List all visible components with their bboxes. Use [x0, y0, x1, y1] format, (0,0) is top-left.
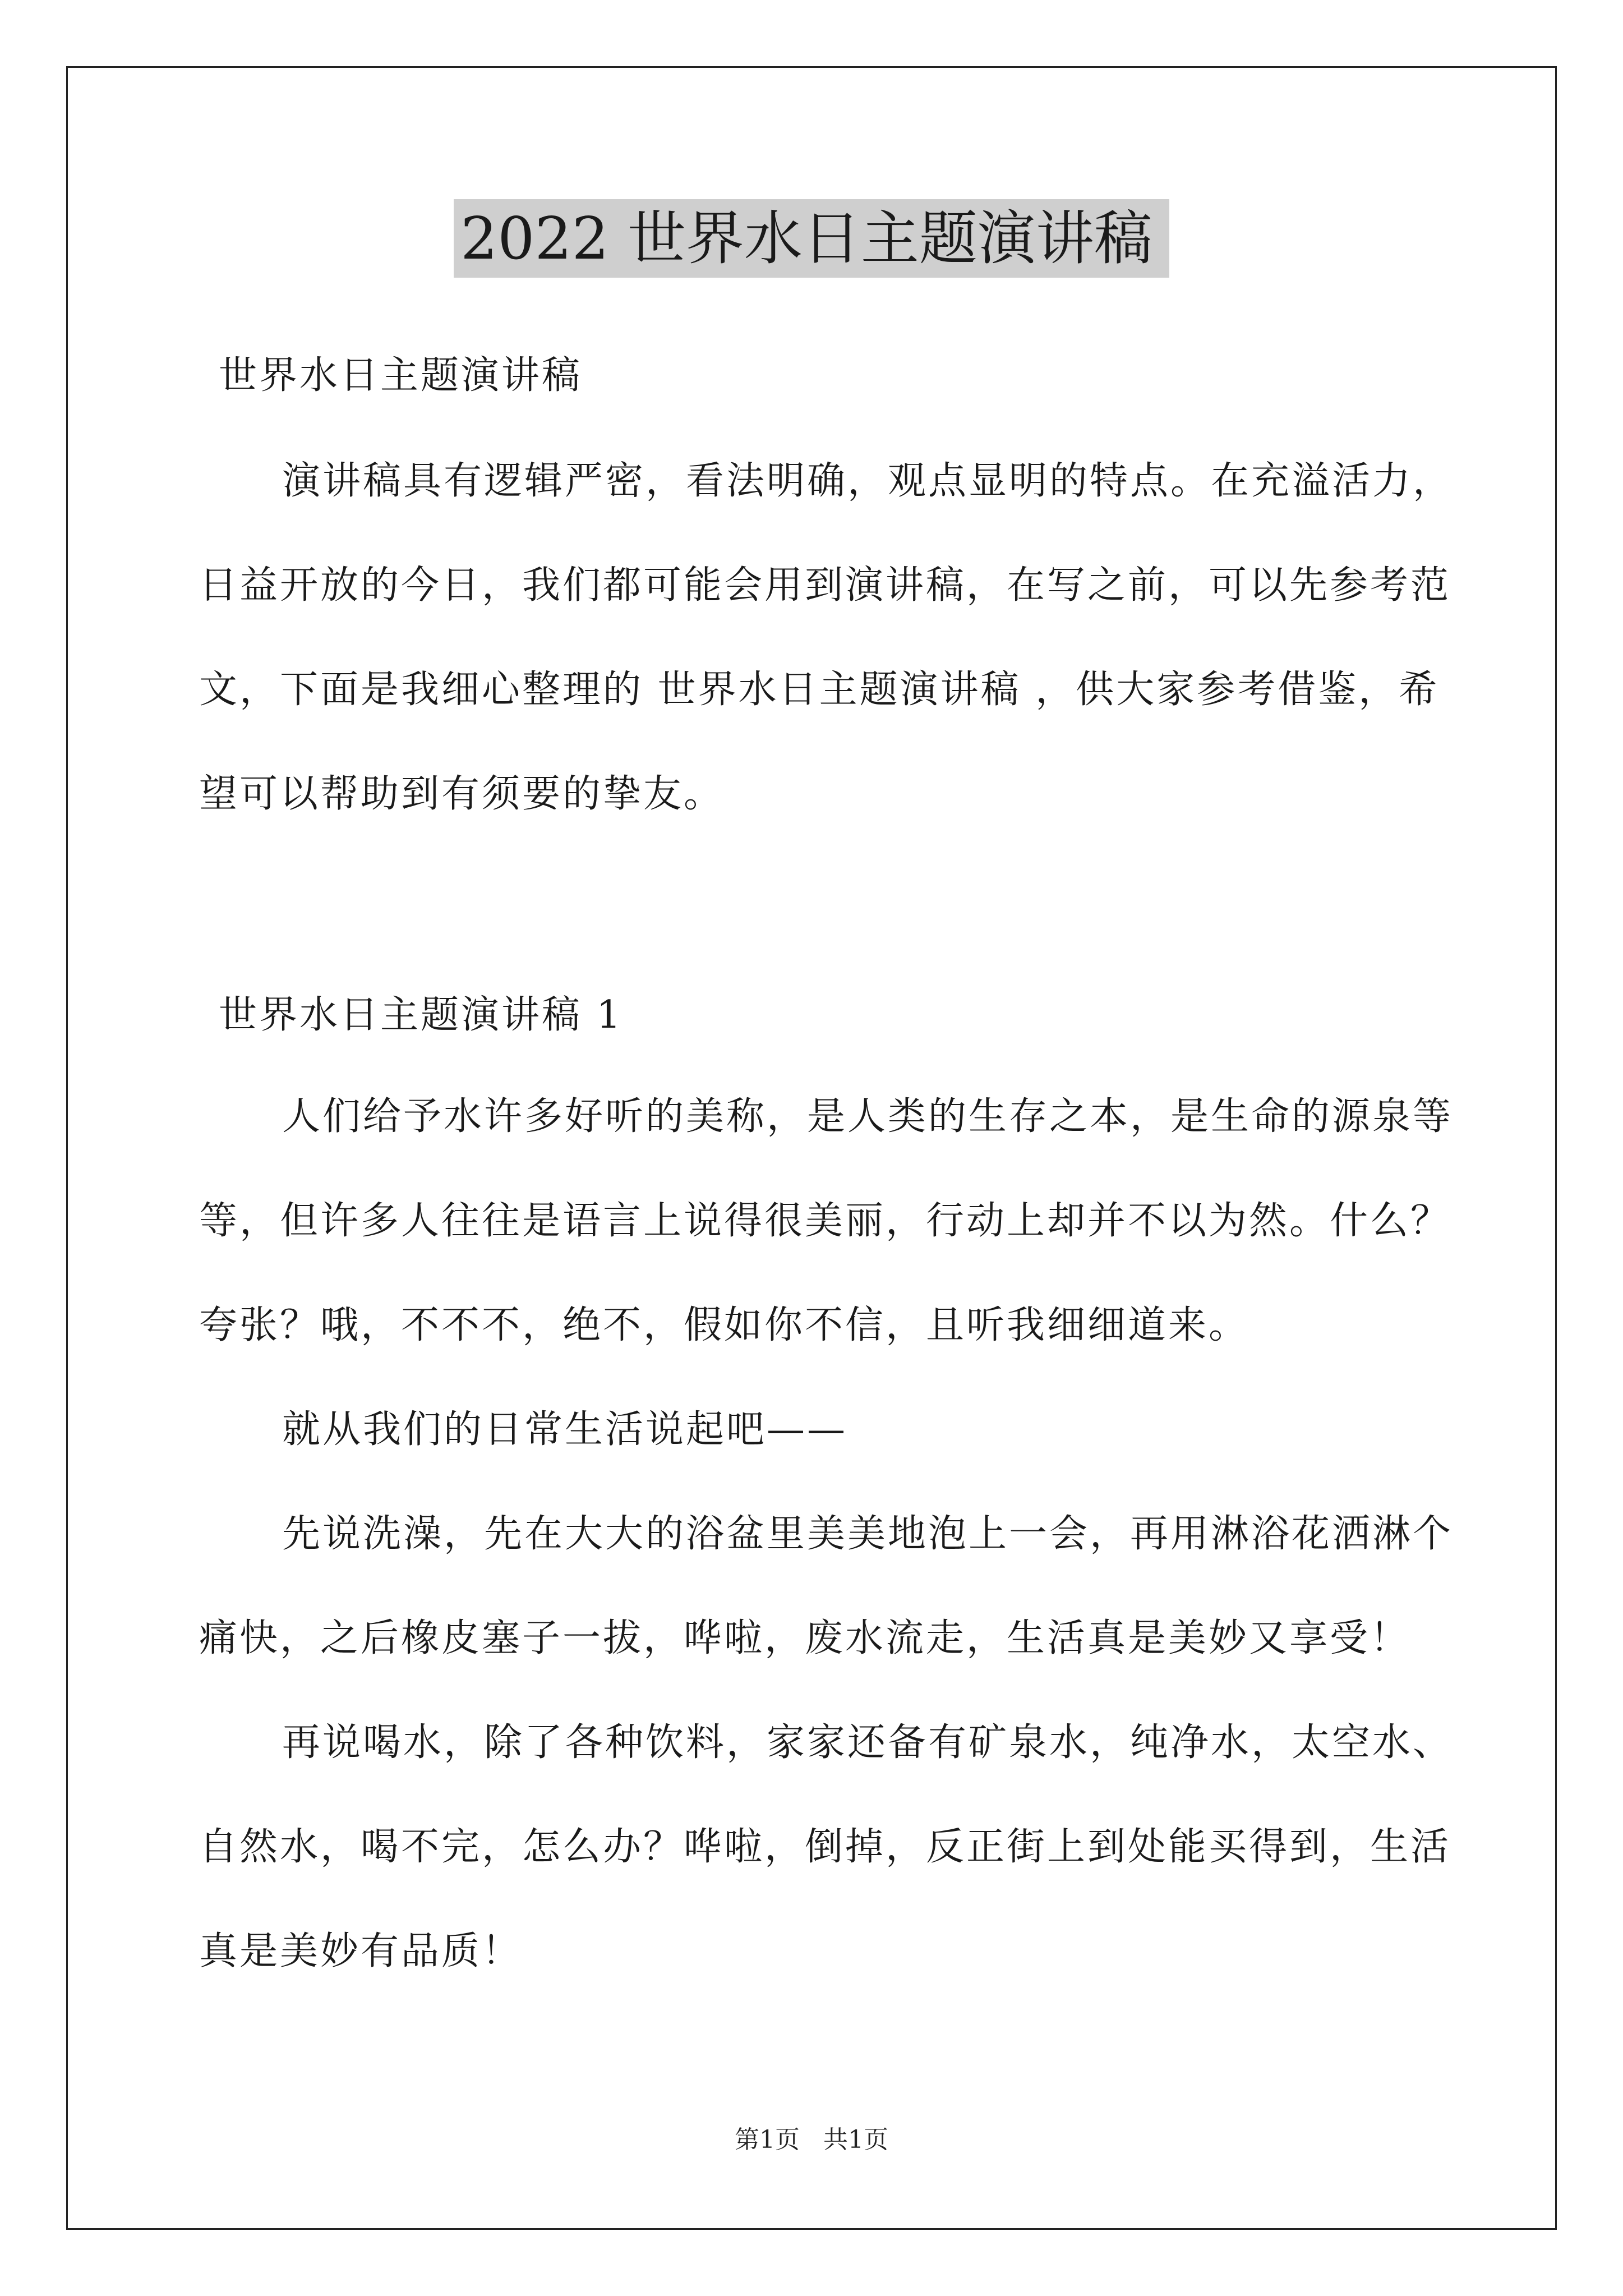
section-heading: 世界水日主题演讲稿 1: [219, 993, 623, 1037]
body-paragraph-2: 就从我们的日常生活说起吧——: [282, 1407, 848, 1452]
subtitle: 世界水日主题演讲稿: [219, 353, 583, 398]
body-paragraph-3: 先说洗澡，先在大大的浴盆里美美地泡上一会，再用淋浴花洒淋个痛快，之后橡皮塞子一拔，哗啦，废水流走，生活真是美妙又享受！: [199, 1512, 1454, 1660]
body-paragraph-4: 再说喝水，除了各种饮料，家家还备有矿泉水，纯净水，太空水、自然水，喝不完，怎么办？哗啦，倒掉，反正街上到处能买得到，生活真是美妙有品质！: [199, 1720, 1454, 1973]
intro-paragraph: 演讲稿具有逻辑严密，看法明确，观点显明的特点。在充溢活力，日益开放的今日，我们都可能会用到演讲稿，在写之前，可以先参考范文，下面是我细心整理的 世界水日主题演讲稿 ，供大家参考借鉴，希望可以帮助到有须要的挚友。: [199, 459, 1454, 816]
document-title: [0, 199, 1623, 278]
page-footer: 第1页 共1页: [735, 2125, 888, 2154]
document-title-text: 2022 世界水日主题演讲稿: [454, 199, 1169, 278]
body-paragraph-1: 人们给予水许多好听的美称，是人类的生存之本，是生命的源泉等等，但许多人往往是语言上说得很美丽，行动上却并不以为然。什么？夸张？哦，不不不，绝不，假如你不信，且听我细细道来。: [199, 1094, 1454, 1347]
